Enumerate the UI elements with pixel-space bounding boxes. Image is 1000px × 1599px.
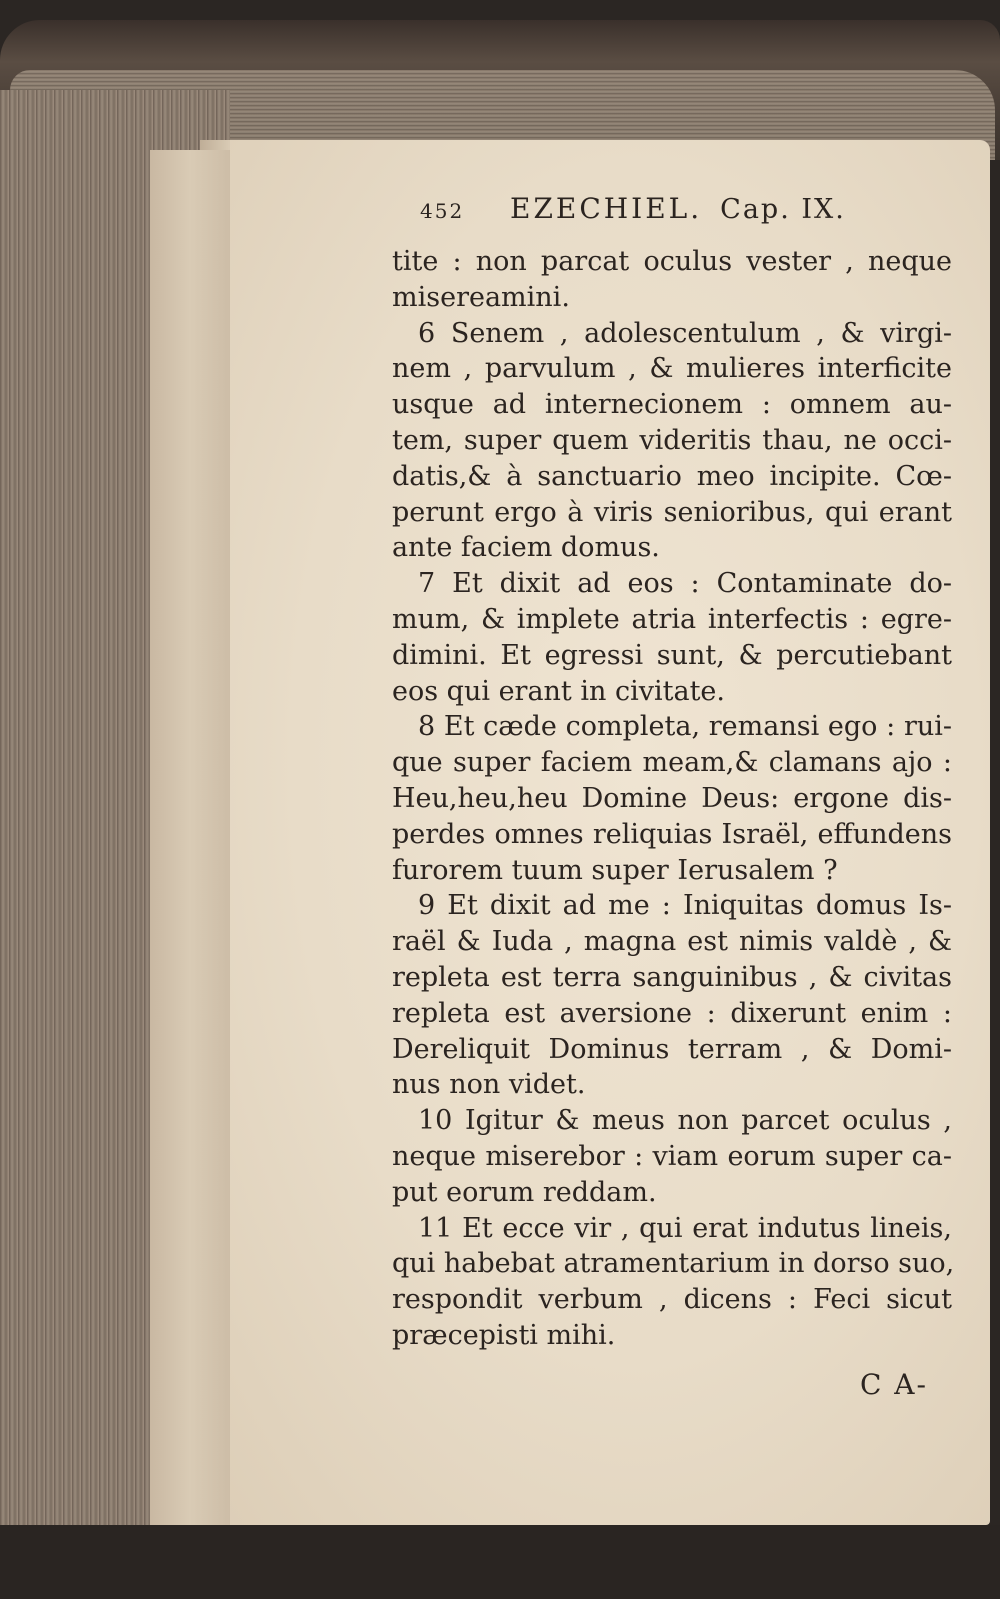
text-line: Dereliquit Dominus terram , & Domi- <box>392 1033 952 1065</box>
catchword: C A- <box>859 1367 928 1401</box>
page-stack-inner <box>150 150 230 1530</box>
text-line: eos qui erant in civitate. <box>392 675 725 707</box>
text-line: nus non videt. <box>392 1069 586 1101</box>
text-line: præcepisti mihi. <box>392 1319 616 1351</box>
text-line: repleta est terra sanguinibus , & civitas <box>392 961 952 993</box>
text-line: datis,& à sanctuario meo incipite. Cœ- <box>392 460 952 492</box>
running-title: EZECHIEL. <box>510 192 703 225</box>
text-line: misereamini. <box>392 281 570 313</box>
text-line: tem, super quem videritis thau, ne occi- <box>392 424 952 456</box>
text-line: usque ad internecionem : omnem au- <box>392 389 952 421</box>
verse-start: 10 Igitur & meus non parcet oculus , <box>418 1105 952 1137</box>
text-line: qui habebat atramentarium in dorso suo, <box>392 1248 955 1280</box>
text-line: put eorum reddam. <box>392 1176 657 1208</box>
verse-start: 11 Et ecce vir , qui erat indutus lineis, <box>418 1212 952 1244</box>
text-line: repleta est aversione : dixerunt enim : <box>392 997 952 1029</box>
text-line: ante faciem domus. <box>392 532 660 564</box>
text-line: mum, & implete atria interfectis : egre- <box>392 603 952 635</box>
text-line: nem , parvulum , & mulieres interficite <box>392 353 952 385</box>
text-line: neque miserebor : viam eorum super ca- <box>392 1140 952 1172</box>
verse-start: 6 Senem , adolescentulum , & virgi- <box>418 317 952 349</box>
chapter-label: Cap. IX. <box>720 194 846 225</box>
page-header <box>392 192 952 244</box>
text-line: dimini. Et egressi sunt, & percutiebant <box>392 639 952 671</box>
verse-start: 9 Et dixit ad me : Iniquitas domus Is- <box>418 890 952 922</box>
text-line: perdes omnes reliquias Israël, effundens <box>392 818 952 850</box>
text-line: que super faciem meam,& clamans ajo : <box>392 747 952 779</box>
verse-start: 8 Et cæde completa, remansi ego : rui- <box>418 711 952 743</box>
text-line: tite : non parcat oculus vester , neque <box>392 246 952 277</box>
background-bottom <box>0 1525 1000 1599</box>
text-line: perunt ergo à viris senioribus, qui erant <box>392 496 952 528</box>
text-line: Heu,heu,heu Domine Deus: ergone dis- <box>392 782 952 814</box>
text-line: raël & Iuda , magna est nimis valdè , & <box>392 926 952 958</box>
page-number: 452 <box>420 199 465 223</box>
text-line: furorem tuum super Ierusalem ? <box>392 854 838 886</box>
text-line: respondit verbum , dicens : Feci sicut <box>392 1284 952 1316</box>
verse-start: 7 Et dixit ad eos : Contaminate do- <box>418 568 952 600</box>
page-text-block <box>392 192 955 1401</box>
